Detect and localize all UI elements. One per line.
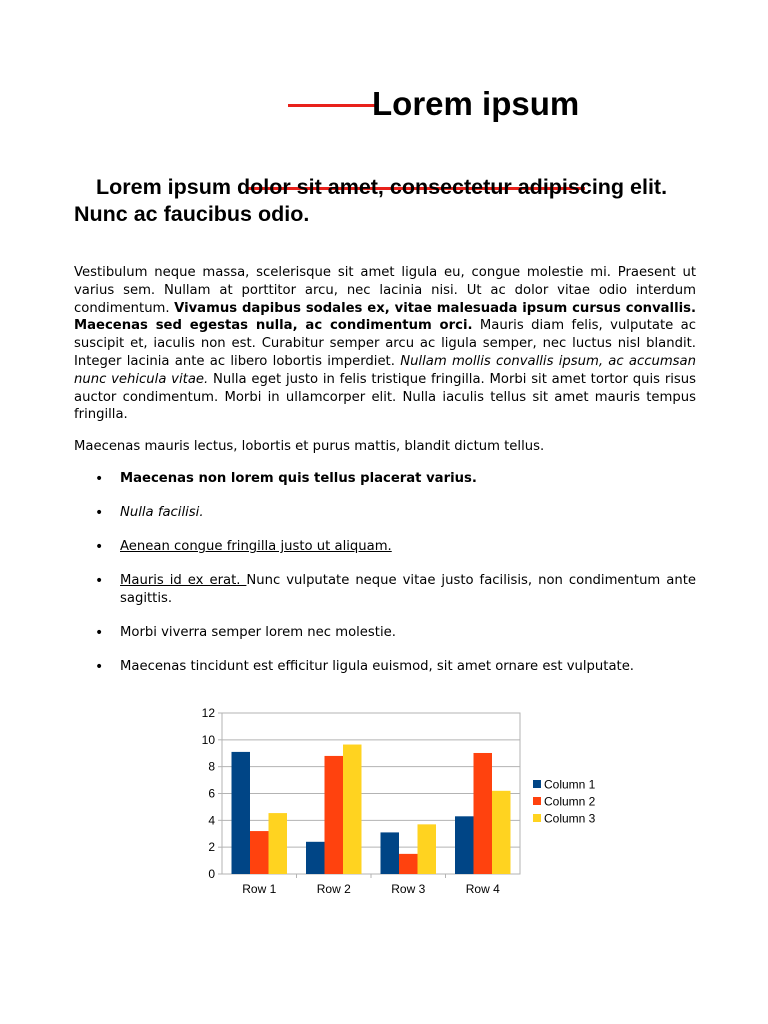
list-item-text: Nunc vulputate neque vitae justo facilisis, non condimentum ante sagittis.	[120, 573, 696, 606]
bar	[418, 824, 437, 874]
bar	[306, 842, 325, 874]
bar	[232, 752, 251, 874]
x-tick-label: Row 2	[316, 882, 351, 896]
legend-swatch	[533, 797, 541, 805]
bullet-icon: •	[95, 471, 104, 487]
bar	[269, 813, 288, 874]
y-tick-label: 8	[208, 759, 215, 774]
paragraph-text: Nulla eget justo in felis tristique fringilla. Morbi sit amet tortor quis risus auctor condimentum. Morbi in ullamcorper elit. Nulla iaculis tellus sit amet mauris tempus fringilla.	[74, 371, 697, 423]
bar-chart	[190, 700, 610, 905]
y-tick-label: 10	[201, 732, 215, 747]
list-item	[74, 538, 696, 556]
bullet-icon: •	[95, 505, 104, 521]
x-tick-label: Row 4	[465, 882, 500, 896]
bullet-icon: •	[95, 625, 104, 641]
subtitle	[74, 174, 696, 228]
y-tick-label: 2	[208, 840, 215, 855]
legend-label: Column 3	[544, 811, 596, 826]
list-item-text: Aenean congue fringilla justo ut aliquam.	[120, 539, 392, 554]
legend-label: Column 2	[544, 794, 596, 809]
legend-swatch	[533, 780, 541, 788]
bullet-icon: •	[95, 573, 104, 589]
page-title: Lorem ipsum	[372, 85, 580, 122]
bullet-icon: •	[95, 539, 104, 555]
bar	[455, 816, 474, 874]
list-item-underlined-text: Mauris id ex erat.	[120, 573, 247, 588]
paragraph-text: Vestibulum neque massa, scelerisque sit amet ligula eu, congue molestie mi. Praesent ut varius sem. Nullam at porttitor arcu, nec lacinia nisi. Ut ac dolor vitae odio interdum condimentum.	[74, 265, 696, 316]
list-item	[74, 470, 696, 488]
y-tick-label: 6	[208, 786, 215, 801]
y-tick-label: 0	[208, 867, 215, 881]
y-tick-label: 12	[201, 706, 215, 720]
list-item-text: Maecenas non lorem quis tellus placerat varius.	[120, 471, 477, 486]
paragraph-italic-text: Nullam mollis convallis ipsum, ac accumsan nunc vehicula vitae.	[74, 353, 696, 387]
paragraph-text: Mauris diam felis, vulputate ac suscipit et, iaculis non est. Curabitur semper arcu ac ligula semper, nec luctus nisl blandit. Integer lacinia ante ac libero lobortis imperdiet.	[74, 318, 697, 369]
bar	[325, 756, 344, 874]
bar	[474, 753, 493, 874]
bullet-icon: •	[95, 659, 104, 675]
bar	[399, 854, 418, 874]
paragraph-bold-text: Vivamus dapibus sodales ex, vitae malesuada ipsum cursus convallis. Maecenas sed egestas nulla, ac condimentum orci.	[74, 300, 696, 334]
bullet-list	[74, 470, 696, 692]
bar	[381, 832, 400, 874]
body-paragraph-1	[74, 264, 696, 424]
legend-label: Column 1	[544, 777, 596, 792]
subtitle-text-start: Lorem ipsum	[96, 175, 237, 199]
body-paragraph-2: Maecenas mauris lectus, lobortis et purus mattis, blandit dictum tellus.	[74, 439, 545, 454]
bar	[492, 791, 511, 874]
list-item	[74, 624, 696, 642]
list-item	[74, 572, 696, 608]
list-item-text: Maecenas tincidunt est efficitur ligula euismod, sit amet ornare est vulputate.	[120, 659, 634, 674]
legend-swatch	[533, 814, 541, 822]
x-tick-label: Row 3	[391, 882, 426, 896]
bar	[250, 831, 269, 874]
y-tick-label: 4	[208, 813, 215, 828]
list-item-text: Morbi viverra semper lorem nec molestie.	[120, 625, 396, 640]
subtitle-text-end: piscing elit. Nunc ac faucibus odio.	[74, 175, 668, 226]
bar-chart-svg	[190, 700, 610, 905]
subtitle-struck-text: dolor sit amet, consectetur adi	[236, 175, 549, 199]
bar	[343, 745, 362, 874]
x-tick-label: Row 1	[242, 882, 277, 896]
title-strikethrough	[288, 104, 376, 107]
list-item-text: Nulla facilisi.	[120, 505, 204, 520]
list-item	[74, 658, 696, 676]
list-item	[74, 504, 696, 522]
